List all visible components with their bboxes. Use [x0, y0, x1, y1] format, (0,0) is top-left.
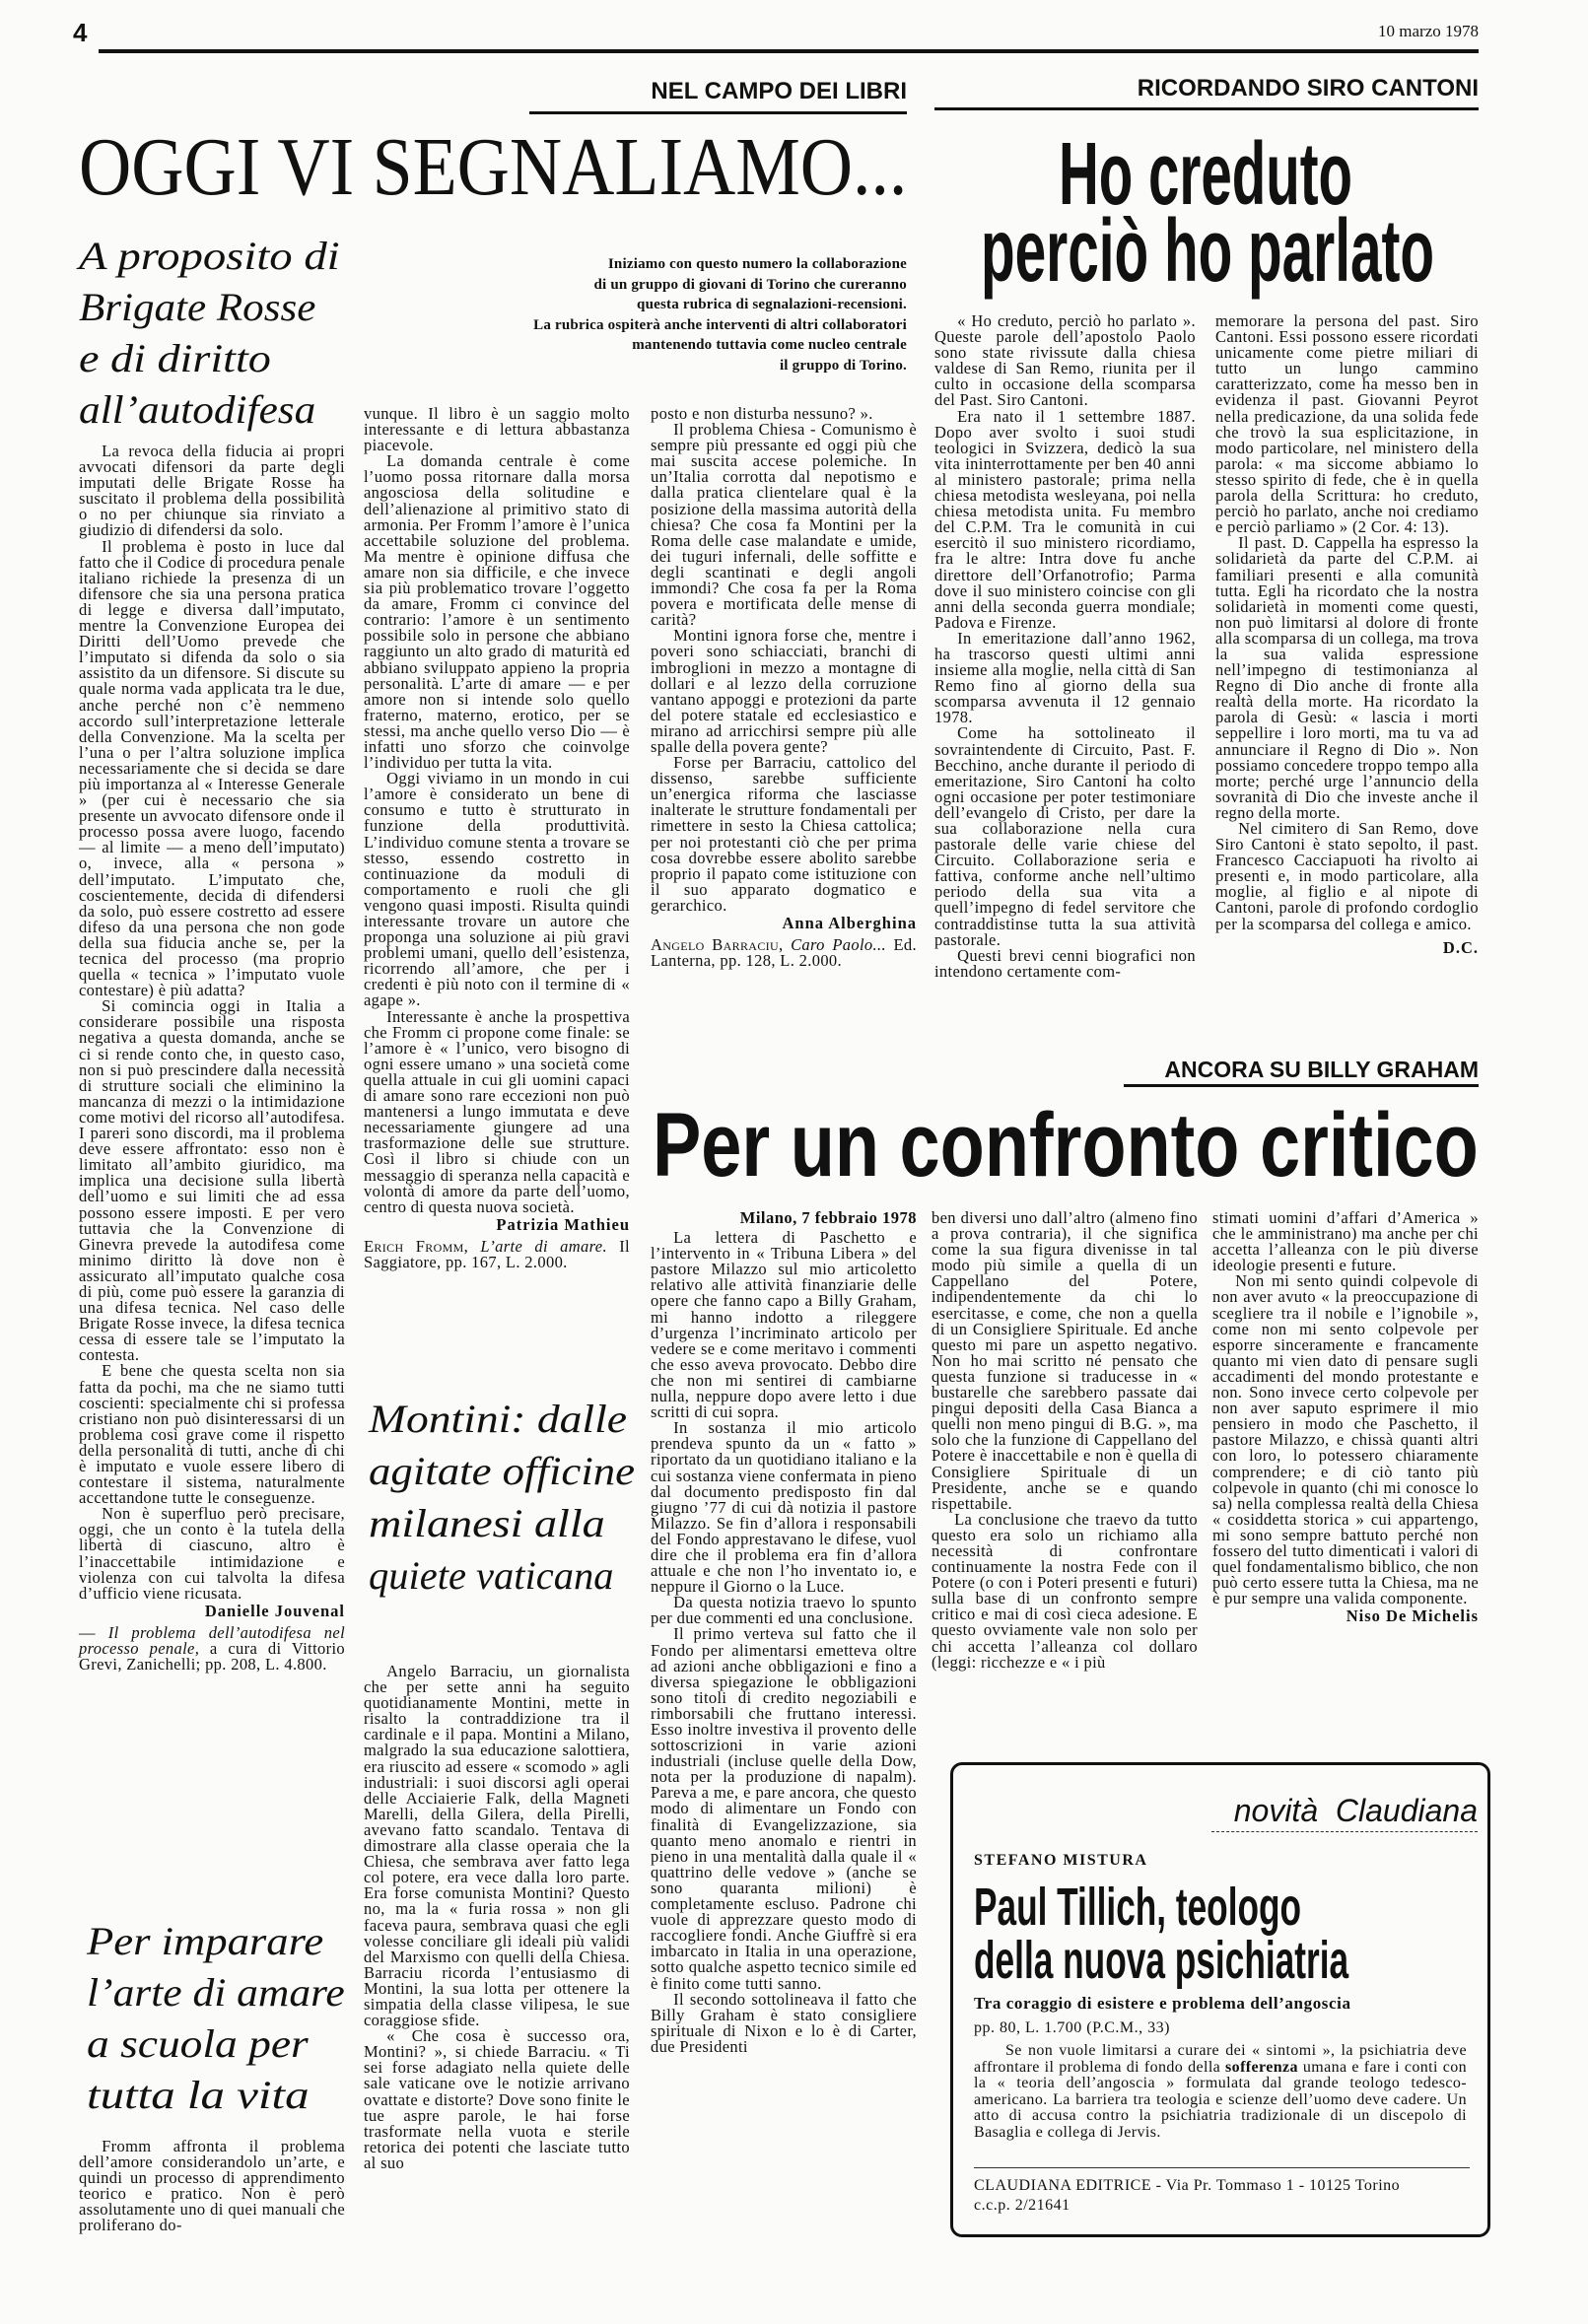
article-fromm-body-cont: [364, 406, 630, 1270]
paragraph: Il primo verteva sul fatto che il Fondo per alimentarsi emetteva oltre ad azioni anche obbligazioni e fino a diversa spiegazione le obbligazioni sono titoli di credito negoziabili e rimborsabili che fruttano interessi. Esso inoltre investiva il provento delle sottoscrizioni in varie azioni industriali (incluse quelle della Dow, nota per la produzione di napalm). Pareva a me, e pare ancora, che questo modo di alimentare un Fondo con finalità di Evangelizzazione, sia quanto meno anomalo e rientri in pieno in una mentalità dalla quale il « quattrino delle vedove » (anche se sono quaranta milioni) è completamente escluso. Padrone chi vuole di apprezzare questo modo di raccogliere fondi. Anche Giuffrè si era imbarcato in Italia in una operazione, sotto qualche aspetto tecnico simile ed è finito come tutti sanno.: [651, 1624, 917, 1993]
paragraph: In sostanza il mio articolo prendeva spunto da un « fatto » riportato da un quotidiano italiano e la cui sostanza viene confermata in pieno dal documento predisposto fin dal giugno ’77 di cui dà notizia il pastore Milazzo. Se fin d’allora i responsabili del Fondo apprestavano le difese, vuol dire che il problema era fin d’allora attuale e che non l’ho inventato io, e neppure il Giorno o la Luce.: [651, 1418, 917, 1597]
intro-line: La rubrica ospiterà anche interventi di altri collaboratori: [533, 316, 907, 333]
issue-date: 10 marzo 1978: [1378, 22, 1479, 40]
paragraph: Il problema è posto in luce dal fatto che il Codice di procedura penale italiano richiede la presenza di un difensore che sia una persona pratica di legge e diversa dall’imputato, mentre la Convenzione Europea dei Diritti dell’Uomo prevede che l’imputato si difenda da solo o sia assistito da un difensore. Si discute su quale norma vada applicata tra le due, anche perché non c’è nemmeno accordo sull’interpretazione letterale della Convenzione. Ma la scelta per l’una o per l’altra soluzione implica necessariamente che si decida se dare più importanza al « Interesse Generale » (per cui è necessario che sia presente un avvocato difensore onde il processo possa avere luogo, facendo — al limite — a meno dell’imputato) o, invece, alla « persona » dell’imputato. L’imputato che, coscientemente, decida di difendersi da solo, può essere costretto ad essere difeso da una persona che non gode della sua fiducia anche se, per la tecnica del processo (ma proprio quella « tecnica » l’imputato vuole contestare) è più adatta?: [79, 536, 345, 1000]
paragraph: « Ho creduto, perciò ho parlato ». Queste parole dell’apostolo Paolo sono state rivissute dalla chiesa valdese di San Remo, riunita per il culto in occasione della scomparsa del Past. Siro Cantoni.: [934, 311, 1196, 410]
kicker-rule: [934, 107, 1479, 110]
intro-line: mantenendo tuttavia come nucleo centrale: [632, 337, 907, 353]
paragraph: Era nato il 1 settembre 1887. Dopo aver svolto i suoi studi teologici in Svizzera, dedicò la sua vita ininterrottamente per ben 40 anni al ministero pastorale; prima nella chiesa metodista wesleyana, poi nella chiesa metodista unita. Fu membro del C.P.M. Tra le comunità in cui esercitò il suo ministero ricordiamo, fra le altre: Intra dove fu anche direttore dell’Orfanotrofio; Parma dove il suo ministero coincise con gli anni della seconda guerra mondiale; Padova e Firenze.: [934, 406, 1196, 632]
section-intro: [434, 254, 907, 376]
paragraph: Il past. D. Cappella ha espresso la solidarietà da parte del C.P.M. ai familiari presenti e alla comunità tutta. Egli ha ricordato che la nostra solidarietà in momenti come questi, non può limitarsi al dolore di fronte alla scomparsa di un collega, ma trova la sua valida espressione nell’impegno di testimonianza al Regno di Dio anche di fronte alla realtà della morte. Ha ricordato la parola di Gesù: « lascia i morti seppellire i loro morti, ma tu va ad annunciare il Regno di Dio ». Non possiamo concedere troppo tempo alla morte; perché urge l’annuncio della sovranità di Dio che investe anche il regno della morte.: [1215, 533, 1479, 822]
article-title-line: a scuola per: [87, 2021, 309, 2066]
paragraph: vunque. Il libro è un saggio molto interessante e di lettura abbastanza piacevole.: [364, 404, 630, 455]
paragraph: Oggi viviamo in un mondo in cui l’amore è considerato un bene di consumo e tutto è strutturato in funzione della produttività. L’individuo comune stenta a trovare se stesso, essendo costretto in continuazione da moduli di comportamento e ruoli che gli vengono quasi imposti. Risulta quindi interessante trovare un autore che proponga una soluzione ai più gravi problemi umani, quello dell’esistenza, ricorrendo all’amore, che per i credenti è più noto con il termine di « agape ».: [364, 769, 630, 1010]
dateline: Milano, 7 febbraio 1978: [739, 1208, 917, 1227]
article-fromm-body-start: [79, 2139, 345, 2234]
kicker-rule: [1124, 1084, 1479, 1087]
ad-footer-rule: [974, 2167, 1470, 2168]
paragraph: Forse per Barraciu, cattolico del dissenso, sarebbe sufficiente un’energica riforma che lasciasse inalterate le strutture fondamentali per rimettere in sesto la Chiesa cattolica; per noi protestanti ciò che per prima cosa dovrebbe essere abolito sarebbe proprio il papato come istituzione con il suo apparato dogmatico e gerarchico.: [651, 753, 917, 915]
article-title-line: Per imparare: [87, 1919, 324, 1963]
paragraph: E bene che questa scelta non sia fatta da pochi, ma che ne siamo tutti coscienti: specialmente chi si professa cristiano non può disinteressarsi di un problema così grave come il rispetto della personalità di tutti, anche di chi è imputato e vuole essere libero di contestare il sistema, naturalmente accettandone tutte le conseguenze.: [79, 1361, 345, 1508]
article-title-line: milanesi alla: [369, 1501, 605, 1545]
article-title-line: Montini: dalle: [369, 1397, 627, 1441]
paragraph: posto e non disturba nessuno? ».: [651, 404, 873, 423]
author-signature: D.C.: [1442, 937, 1479, 957]
paragraph: Non mi sento quindi colpevole di non aver avuto « la preoccupazione di scegliere tra il nobile e l’ignobile », come non mi sento colpevole per esporre sinceramente e francamente quanto mi vien dato di pensare sugli accadimenti del mondo protestante e non. Sono invece certo colpevole per non aver saputo esprimere il mio pensiero in modo che Paschetto, il pastore Milazzo, e chissà quanti altri con loro, lo potessero chiaramente comprendere; e di ciò tanto più colpevole in quanto (chi mi conosce lo sa) nella complessa realtà della Chiesa « cosiddetta storica » cui appartengo, mi sono sempre battuto perché non fossero del tutto dimenticati i valori di quel fondamentalismo biblico, che non può certo essere tutta la Chiesa, ma ne è pur sempre una valida componente.: [1212, 1271, 1480, 1608]
article-graham-body-1: [651, 1210, 917, 2055]
paragraph: memorare la persona del past. Siro Cantoni. Essi possono essere ricordati unicamente come pietre miliari di tutto un lungo cammino caratterizzato, come ha messo ben in evidenza il past. Giovanni Peyrot nella predicazione, da una solida fede che trovò la sua esplicitazione, in modo particolare, nel ministero della parola: « ma siccome abbiamo lo stesso spirito di fede, che è in quella parola della Scrittura: ho creduto, perciò ho parlato, anche noi crediamo e perciò parliamo » (2 Cor. 4: 13).: [1215, 311, 1479, 537]
paragraph: Fromm affronta il problema dell’amore considerandolo un’arte, e quindi un processo di apprendimento teorico e pratico. Non è però assolutamente uno di quei manuali che proliferano do-: [79, 2137, 345, 2235]
cantoni-headline-line: perciò ho parlato: [981, 202, 1435, 301]
article-title-line: quiete vaticana: [369, 1553, 614, 1598]
paragraph: Angelo Barraciu, un giornalista che per sette anni ha seguito quotidianamente Montini, mette in risalto la contraddizione tra il cardinale e il papa. Montini a Milano, malgrado la sua educazione salottiera, era riuscito ad essere « scomodo » agli industriali: i suoi discorsi agli operai delle Acciaierie Falk, della Magneti Marelli, della Gilera, della Pirelli, avevano fatto scandalo. Tentava di dimostrare alla classe operaia che la Chiesa, che sembrava aver fatto lega col potere, era vece dalla loro parte. Era forse comunista Montini? Questo no, ma la « furia rossa » non gli faceva paura, sembrava quasi che egli volesse conciliare gli ideali più validi del Marxismo con quelli della Chiesa. Barraciu ricorda l’entusiasmo di Montini, la sua lotta per ottenere la simpatia della classe vilipesa, le sue coraggiose sfide.: [364, 1662, 630, 2030]
paragraph: La domanda centrale è come l’uomo possa ritornare dalla morsa angosciosa della solitudine e dell’alienazione al primitivo stato di armonia. Per Fromm l’amore è l’unica accettabile soluzione del problema. Ma mentre è opinione diffusa che amare non sia difficile, e che invece sia più problematico trovare l’oggetto da amare, Fromm ci convince del contrario: l’amore è un sentimento possibile solo in persone che abbiano raggiunto un alto grado di maturità ed abbiano sviluppato appieno la propria personalità. L’arte di amare — e per amore non si intende solo quello fraterno, materno, erotico, per se stessi, ma anche quello verso Dio — è infatti uno sforzo che coinvolge l’individuo per tutta la vita.: [364, 451, 630, 773]
section-kicker-cantoni: RICORDANDO SIRO CANTONI: [1137, 75, 1479, 102]
paragraph: Questi brevi cenni biografici non intendono certamente com-: [934, 945, 1196, 981]
ad-postal-account: c.c.p. 2/21641: [974, 2197, 1070, 2214]
ad-subtitle: Tra coraggio di esistere e problema dell’angoscia: [974, 1994, 1351, 2013]
paragraph: La revoca della fiducia ai propri avvocati difensori da parte degli imputati delle Brigate Rosse ha suscitato il problema della possibilità o no per chiunque sia rinviato a giudizio di difendersi da solo.: [79, 442, 345, 540]
intro-line: Iniziamo con questo numero la collaborazione: [607, 256, 907, 272]
article-cantoni-body-cont: [1215, 313, 1479, 956]
intro-line: il gruppo di Torino.: [779, 357, 907, 374]
section-kicker-graham: ANCORA SU BILLY GRAHAM: [1164, 1057, 1479, 1082]
paragraph: Come ha sottolineato il sovraintendente di Circuito, Past. F. Becchino, anche durante il periodo di emeritazione, Siro Cantoni ha colto ogni occasione per poter testimoniare dell’evangelo di Cristo, per dare la sua collaborazione nella cura pastorale delle varie chiese del Circuito. Collaborazione seria e fattiva, conforme anche nell’ultimo periodo della sua vita a quell’impegno di fedel servitore che contraddistinse tutta la sua attività pastorale.: [934, 723, 1196, 949]
article-title-line: A proposito di: [79, 234, 340, 278]
author-signature: Patrizia Mathieu: [496, 1214, 630, 1234]
article-title-line: agitate officine: [369, 1449, 636, 1493]
paragraph: Montini ignora forse che, mentre i poveri sono schiacciati, branchi di imbroglioni in mezzo a montagne di dollari e al lezzo della corruzione vantano appoggi e protezioni da parte del potere statale ed ecclesiastico e mirano ad arricchirsi sempre più alle spalle della povera gente?: [651, 626, 917, 756]
intro-line: questa rubrica di segnalazioni-recensioni.: [637, 297, 907, 312]
page-number: 4: [73, 18, 88, 47]
ad-details: pp. 80, L. 1.700 (P.C.M., 33): [974, 2019, 1170, 2036]
kicker-rule: [529, 111, 907, 114]
paragraph: Interessante è anche la prospettiva che Fromm ci propone come finale: se l’amore è « l’unico, vero bisogno di ogni essere umano » una società come quella attuale in cui gli uomini capaci di amare sono rare eccezioni non può mantenersi a lungo immutata e deve necessariamente giungere ad una trasformazione delle sue strutture. Così il libro si chiude con un messaggio di speranza nella capacità e volontà di amore da parte dell’uomo, centro di questa nuova società.: [364, 1006, 630, 1216]
book-reference: Erich Fromm, L’arte di amare. Il Saggiatore, pp. 167, L. 2.000.: [364, 1236, 630, 1271]
author-signature: Niso De Michelis: [1346, 1606, 1479, 1626]
paragraph: Il problema Chiesa - Comunismo è sempre più pressante ed oggi più che mai suscita accese polemiche. In un’Italia corrotta dal nepotismo e dalla pratica clientelare qual è la posizione della massima autorità della chiesa? Che cosa fa Montini per la Roma delle case malandate e umide, dei tuguri infernali, delle soffitte e degli scantinati e degli angoli immondi? Che cosa fa per la Roma povera e mortificata delle mense di carità?: [651, 420, 917, 630]
article-montini-body-cont: [651, 406, 917, 969]
article-title-line: all’autodifesa: [79, 387, 316, 432]
paragraph: Il secondo sottolineava il fatto che Billy Graham è stato consigliere spirituale di Nixon e lo è di Carter, due Presidenti: [651, 1989, 917, 2056]
book-reference: — Il problema dell’autodifesa nel processo penale, a cura di Vittorio Grevi, Zanichelli; pp. 208, L. 4.800.: [79, 1622, 346, 1675]
graham-headline: Per un confronto critico: [653, 1095, 1479, 1196]
ad-publisher: CLAUDIANA EDITRICE - Via Pr. Tommaso 1 - 10125 Torino: [974, 2177, 1401, 2194]
paragraph: La conclusione che traevo da tutto questo era solo un richiamo alla necessità di confrontare continuamente la nostra Fede con il Potere (o con i Poteri presenti e futuri) sulla base di un confronto sempre critico e mai di così cieca adesione. E questo ovviamente vale non solo per chi accetta l’alleanza col dollaro (leggi: ricchezze e « i più: [932, 1509, 1198, 1672]
article-cantoni-body-start: [934, 313, 1196, 980]
ad-brand: novità Claudiana: [1233, 1793, 1478, 1828]
ad-title-line: della nuova psichiatria: [974, 1931, 1349, 1990]
paragraph: La lettera di Paschetto e l’intervento in « Tribuna Libera » del pastore Milazzo sul mio articoletto relativo alle attività finanziarie delle opere che fanno capo a Billy Graham, mi hanno indotto a rileggere d’urgenza l’incriminato articolo per vedere se e come meritavo i commenti che esso aveva provocato. Debbo dire che non mi sentirei di cambiarne nulla, neppure dopo avere letto i due scritti di cui sopra.: [651, 1228, 917, 1422]
article-title-line: tutta la vita: [87, 2073, 310, 2117]
intro-line: di un gruppo di giovani di Torino che cureranno: [593, 276, 907, 293]
paragraph: Da questa notizia traevo lo spunto per due commenti ed una conclusione.: [651, 1593, 917, 1628]
paragraph: Non è superfluo però precisare, oggi, che un conto è la tutela della libertà di ciascuno, altro è l’inaccettabile intimidazione e violenza con cui talvolta la difesa d’ufficio viene ricusata.: [79, 1504, 345, 1603]
ad-description: Se non vuole limitarsi a curare dei « sintomi », la psichiatria deve affrontare il problema di fondo della sofferenza umana e fare i conti con la « teoria dell’angoscia » formulata dal grande teologo tedesco-americano. La barriera tra teologia e scienze dell’uomo deve cadere. Un atto di accusa contro la psichiatria tradizionale di un discepolo di Basaglia e collega di Jervis.: [974, 2042, 1467, 2141]
article-title-line: l’arte di amare: [87, 1970, 345, 2015]
ad-book-author: STEFANO MISTURA: [974, 1852, 1148, 1869]
paragraph: « Che cosa è successo ora, Montini? », si chiede Barraciu. « Ti sei forse adagiato nella quiete delle sale vaticane ove le notizie arrivano ovattate e distorte? Dove sono finite le tue aspre parole, le hai forse trasformate nella vuota e sterile retorica dei potenti che lasciate tutto al suo: [364, 2026, 630, 2172]
author-signature: Danielle Jouvenal: [204, 1601, 345, 1620]
paragraph: Si comincia oggi in Italia a considerare possibile una risposta negativa a questa domanda, anche se ci si rende conto che, in questo caso, non si può prescindere dalla necessità di strutture sociali che eliminino la mancanza di mezzi o la intimidazione come motivi del ricorso all’autodifesa. I pareri sono discordi, ma il problema deve essere affrontato: esso non è limitato all’ambito giuridico, ma implica una decisione sulla libertà dell’uomo e sui limiti che ad essa possono essere imposti. E per vero tuttavia che la Convenzione di Ginevra prevede la autodifesa come minimo diritto là dove non è assicurato all’imputato qualche cosa di più, come può essere la garanzia di una difesa tecnica. Nel caso delle Brigate Rosse invece, la difesa tecnica cessa di essere tale se l’imputato la contesta.: [79, 996, 345, 1365]
article-title-line: e di diritto: [79, 336, 271, 380]
article-brigate-body: [79, 444, 345, 1673]
paragraph: stimati uomini d’affari d’America » che le amministrano) ma anche per chi accetta l’alleanza con le più diverse ideologie presenti e future.: [1212, 1208, 1479, 1275]
article-montini-body-start: [364, 1664, 630, 2171]
author-signature: Anna Alberghina: [782, 914, 917, 932]
paragraph: Nel cimitero di San Remo, dove Siro Cantoni è stato sepolto, il past. Francesco Cacciapuoti ha rivolto ai presenti e, in modo particolare, alla moglie, al figlio e al nipote di Cantoni, parole di profondo cordoglio per la scomparsa del collega e amico.: [1215, 819, 1479, 933]
ad-title-line: Paul Tillich, teologo: [974, 1878, 1302, 1937]
paragraph: In emeritazione dall’anno 1962, ha trascorso questi ultimi anni insieme alla moglie, nella città di San Remo fino al giorno della sua scomparsa avvenuta il 12 gennaio 1978.: [934, 628, 1196, 727]
article-title-line: Brigate Rosse: [79, 285, 316, 329]
article-graham-body-2: [932, 1210, 1198, 1671]
claudiana-advertisement: [950, 1762, 1490, 2237]
paragraph: ben diversi uno dall’altro (almeno fino a prova contraria), il che significa come la sua figura divenisse in tal modo più simile a quella di un Cappellano del Potere, indipendentemente da chi lo esercitasse, e come, che non a quella di un Consigliere Spirituale. Ed anche questo mi pare un aspetto negativo. Non ho mai scritto né pensato che questa funzione si traducesse in « bustarelle che sarebbero passate dai pingui depositi della Casa Bianca a quelli non meno pingui di B.G. », ma solo che la funzione di Cappellano del Potere è inaccettabile e non è quella di Consigliere Spirituale di un Presidente, anche se e quando rispettabile.: [932, 1208, 1198, 1513]
section-headline: OGGI VI SEGNALIAMO...: [79, 121, 908, 213]
section-kicker-libri: NEL CAMPO DEI LIBRI: [651, 78, 907, 104]
article-graham-body-3: [1212, 1210, 1479, 1624]
cantoni-headline-line: Ho creduto: [1059, 125, 1353, 224]
ad-brand-rule: [1211, 1831, 1478, 1832]
masthead-rule: [99, 49, 1479, 53]
book-reference: Angelo Barraciu, Caro Paolo... Ed. Lanterna, pp. 128, L. 2.000.: [651, 935, 917, 971]
